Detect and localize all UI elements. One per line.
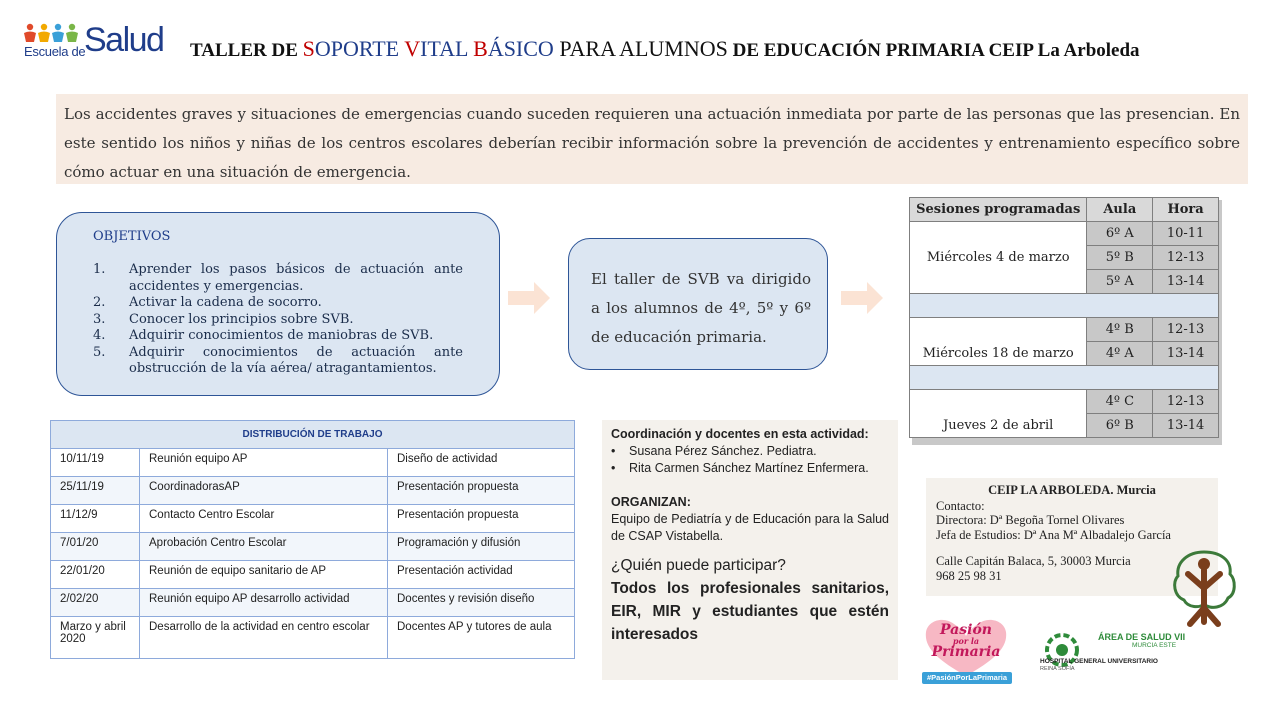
session-time: 12-13 xyxy=(1153,390,1219,414)
objective-item xyxy=(93,312,463,329)
table-row xyxy=(51,505,575,533)
arrow-right-icon xyxy=(508,282,550,314)
title-para: PARA ALUMNOS xyxy=(559,36,728,61)
objective-item xyxy=(93,295,463,312)
session-classroom: 6º B xyxy=(1087,414,1153,438)
sessions-table xyxy=(909,197,1219,438)
coordination-box xyxy=(602,420,898,680)
objectives-box xyxy=(56,212,500,396)
escuela-salud-logo xyxy=(22,22,172,62)
dist-result: Programación y difusión xyxy=(388,533,575,561)
hospital-sub: MURCIA ESTE xyxy=(1132,642,1177,649)
dist-task: Aprobación Centro Escolar xyxy=(140,533,388,561)
session-date: Jueves 2 de abril xyxy=(910,390,1087,438)
dist-result: Presentación propuesta xyxy=(388,477,575,505)
address-text: Calle Capitán Balaca, 5, 30003 Murcia xyxy=(936,554,1131,568)
list-item xyxy=(611,460,889,477)
dist-task: CoordinadorasAP xyxy=(140,477,388,505)
session-time: 12-13 xyxy=(1153,246,1219,270)
logo-small-text: Escuela de xyxy=(24,44,86,59)
objective-number: 2. xyxy=(93,295,106,310)
hospital-area: ÁREA DE SALUD VII xyxy=(1098,632,1186,642)
session-time: 13-14 xyxy=(1153,414,1219,438)
session-time: 10-11 xyxy=(1153,222,1219,246)
dist-task: Reunión equipo AP xyxy=(140,449,388,477)
dist-date: 2/02/20 xyxy=(51,589,140,617)
arrow-right-icon xyxy=(841,282,883,314)
title-s-rest: OPORTE xyxy=(314,36,405,61)
participants-answer: Todos los profesionales sanitarios, EIR, MIR y estudiantes que estén interesados xyxy=(611,580,889,643)
sessions-header: Sesiones programadas xyxy=(910,198,1087,222)
dist-date: 7/01/20 xyxy=(51,533,140,561)
coordinator-name: Susana Pérez Sánchez. Pediatra. xyxy=(629,444,817,458)
dist-task: Reunión equipo AP desarrollo actividad xyxy=(140,589,388,617)
objective-text: Adquirir conocimientos de maniobras de SVB. xyxy=(129,328,434,343)
page-title xyxy=(190,36,1250,62)
session-row xyxy=(910,318,1219,342)
target-audience-box: El taller de SVB va dirigido a los alumnos de 4º, 5º y 6º de educación primaria. xyxy=(568,238,828,370)
pasion-tag: #PasiónPorLaPrimaria xyxy=(922,672,1012,684)
sessions-header: Hora xyxy=(1153,198,1219,222)
session-time: 13-14 xyxy=(1153,342,1219,366)
session-time: 12-13 xyxy=(1153,318,1219,342)
tree-logo-icon xyxy=(1170,548,1238,628)
dist-task: Contacto Centro Escolar xyxy=(140,505,388,533)
session-date: Miércoles 18 de marzo xyxy=(910,318,1087,366)
session-classroom: 5º A xyxy=(1087,270,1153,294)
intro-paragraph: Los accidentes graves y situaciones de emergencias cuando suceden requieren una actuación inmediata por parte de las personas que las presencian. En este sentido los niños y niñas de los centros escolares deberían recibir información sobre la prevención de accidentes y entrenamiento específico sobre cómo actuar en una situación de emergencia. xyxy=(56,94,1248,184)
title-s-cap: S xyxy=(302,36,315,61)
pasion-l2: por la xyxy=(952,636,980,646)
dist-date: 25/11/19 xyxy=(51,477,140,505)
session-row xyxy=(910,390,1219,414)
dist-date: 11/12/9 xyxy=(51,505,140,533)
dist-date: 22/01/20 xyxy=(51,561,140,589)
people-figures-icon xyxy=(22,22,82,44)
separator-cell xyxy=(910,294,1219,318)
coordinator-name: Rita Carmen Sánchez Martínez Enfermera. xyxy=(629,461,869,475)
coordinators-list xyxy=(611,443,889,477)
dist-result: Diseño de actividad xyxy=(388,449,575,477)
objectives-title: OBJETIVOS xyxy=(93,229,171,244)
distribution-header-row xyxy=(51,421,575,449)
dist-result: Docentes y revisión diseño xyxy=(388,589,575,617)
session-row xyxy=(910,222,1219,246)
objective-number: 3. xyxy=(93,311,106,327)
objective-number: 5. xyxy=(93,344,106,360)
hospital-name: HOSPITAL GENERAL UNIVERSITARIO xyxy=(1040,658,1158,665)
dist-result: Presentación actividad xyxy=(388,561,575,589)
bullet-icon: • xyxy=(611,461,616,475)
session-separator xyxy=(910,294,1219,318)
objective-text: Adquirir conocimientos de actuación ante obstrucción de la vía aérea/ atragantamientos. xyxy=(129,344,463,376)
session-classroom: 4º A xyxy=(1087,342,1153,366)
table-row xyxy=(51,589,575,617)
coordination-title: Coordinación y docentes en esta actividad: xyxy=(611,427,869,441)
session-classroom: 4º B xyxy=(1087,318,1153,342)
school-name: CEIP LA ARBOLEDA. Murcia xyxy=(988,483,1156,497)
objective-item xyxy=(93,328,463,345)
title-end: DE EDUCACIÓN PRIMARIA CEIP La Arboleda xyxy=(727,40,1140,61)
pasion-primaria-logo xyxy=(918,614,1014,686)
session-separator xyxy=(910,366,1219,390)
dist-result: Docentes AP y tutores de aula xyxy=(388,617,575,659)
organizers-title: ORGANIZAN: xyxy=(611,495,691,509)
dist-result: Presentación propuesta xyxy=(388,505,575,533)
logo-big-text: Salud xyxy=(84,21,164,59)
dist-task: Desarrollo de la actividad en centro escolar xyxy=(140,617,388,659)
table-row xyxy=(51,449,575,477)
separator-cell xyxy=(910,366,1219,390)
table-row xyxy=(51,533,575,561)
hospital-logo xyxy=(1040,628,1186,676)
table-row xyxy=(51,561,575,589)
table-row xyxy=(51,617,575,659)
objective-text: Aprender los pasos básicos de actuación ante accidentes y emergencias. xyxy=(129,262,463,294)
distribution-title: DISTRIBUCIÓN DE TRABAJO xyxy=(51,421,575,449)
objective-number: 1. xyxy=(93,262,106,277)
dist-date: Marzo y abril 2020 xyxy=(51,617,140,659)
title-b-rest: ÁSICO xyxy=(487,36,560,61)
distribution-table xyxy=(50,420,575,659)
session-classroom: 4º C xyxy=(1087,390,1153,414)
objective-text: Conocer los principios sobre SVB. xyxy=(129,311,354,327)
pasion-l1: Pasión xyxy=(940,622,992,638)
session-time: 13-14 xyxy=(1153,270,1219,294)
title-v-cap: V xyxy=(404,36,421,61)
dist-date: 10/11/19 xyxy=(51,449,140,477)
session-classroom: 5º B xyxy=(1087,246,1153,270)
dist-task: Reunión de equipo sanitario de AP xyxy=(140,561,388,589)
title-b-cap: B xyxy=(473,36,488,61)
sessions-header: Aula xyxy=(1087,198,1153,222)
bullet-icon: • xyxy=(611,444,616,458)
objectives-list xyxy=(93,262,463,378)
table-row xyxy=(51,477,575,505)
objective-text: Activar la cadena de socorro. xyxy=(129,295,322,310)
objective-item xyxy=(93,345,463,378)
director-text: Directora: Dª Begoña Tornel Olivares xyxy=(936,513,1125,527)
objective-number: 4. xyxy=(93,328,106,343)
participants-question: ¿Quién puede participar? xyxy=(611,557,786,574)
organizers-text: Equipo de Pediatría y de Educación para la Salud de CSAP Vistabella. xyxy=(611,512,889,543)
session-date: Miércoles 4 de marzo xyxy=(910,222,1087,294)
objective-item xyxy=(93,262,463,295)
chief-text: Jefa de Estudios: Dª Ana Mª Albadalejo García xyxy=(936,527,1171,542)
session-classroom: 6º A xyxy=(1087,222,1153,246)
sessions-header-row xyxy=(910,198,1219,222)
phone-text: 968 25 98 31 xyxy=(936,568,1002,583)
title-part: TALLER DE xyxy=(190,40,303,61)
list-item xyxy=(611,443,889,460)
pasion-l3: Primaria xyxy=(931,644,1001,660)
contact-label: Contacto: xyxy=(936,498,985,513)
title-v-rest: ITAL xyxy=(420,36,474,61)
hospital-place: REINA SOFÍA xyxy=(1040,666,1075,672)
